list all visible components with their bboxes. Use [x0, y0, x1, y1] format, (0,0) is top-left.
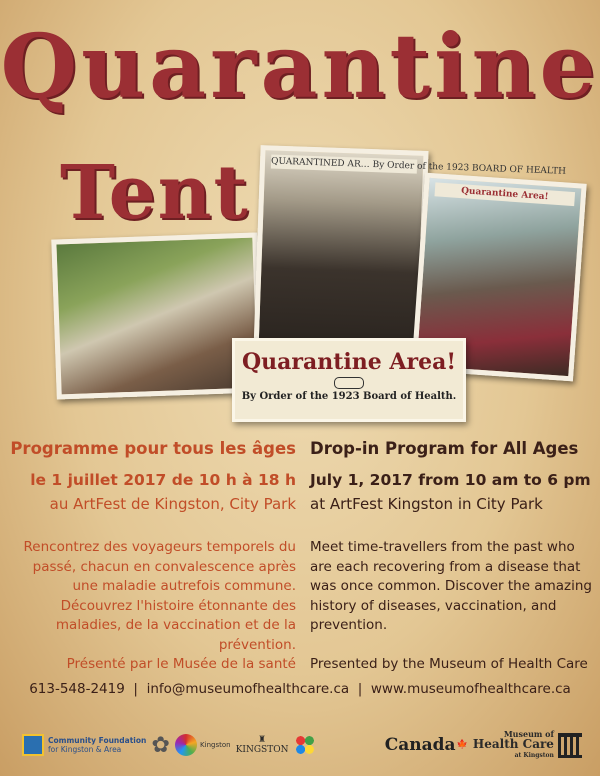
separator: |	[133, 681, 138, 697]
crest-icon: ♜	[258, 735, 267, 745]
separator: |	[357, 681, 363, 697]
city-of-kingston-logo	[236, 735, 289, 755]
tourism-logo	[294, 734, 380, 756]
english-presented-by: Presented by the Museum of Health Care	[310, 656, 588, 672]
french-column	[0, 438, 296, 672]
kingston-crest-text: KINGSTON	[235, 745, 289, 755]
photo-left-outdoor-crowd	[51, 232, 262, 399]
museum-line-2: Health Care	[472, 737, 554, 751]
flag-icon: 🍁	[456, 740, 468, 750]
english-description: Meet time-travellers from the past who are each recovering from a disease that was once common. Discover the amazing history of diseases, vaccination, and prevention.	[310, 539, 592, 633]
sign-subtitle: By Order of the 1923 Board of Health.	[241, 391, 457, 402]
canada-150-logo	[151, 733, 169, 758]
photo-center-banner-text: QUARANTINED AR… By Order of the 1923 BOARD OF HEALTH	[270, 156, 567, 177]
museum-building-icon	[558, 733, 582, 758]
sponsor-logos	[22, 722, 582, 768]
kingston-150-text: Kingston	[200, 741, 231, 749]
website-link[interactable]: www.museumofhealthcare.ca	[370, 681, 571, 697]
quarantine-area-sign	[232, 338, 466, 422]
french-heading: Programme pour tous les âges	[10, 439, 296, 458]
dots-icon	[294, 734, 316, 756]
community-foundation-name: Community Foundation	[48, 736, 147, 745]
poster-title-line-2: Tent	[60, 150, 250, 236]
photo-right-banner-text: Quarantine Area!	[434, 182, 575, 206]
contact-line	[0, 681, 600, 697]
french-description: Rencontrez des voyageurs temporels du passé, chacun en convalescence après une maladie autrefois commune. Découvrez l'histoire étonnante des maladies, de la vaccination et de la prévention.	[23, 539, 296, 653]
phone-number: 613-548-2419	[29, 681, 125, 697]
sign-title: Quarantine Area!	[242, 349, 456, 375]
french-date: le 1 juillet 2017 de 10 h à 18 h	[30, 471, 296, 489]
community-foundation-subname: for Kingston & Area	[48, 745, 122, 754]
poster-title-line-1: Quarantine	[0, 14, 600, 118]
email-link[interactable]: info@museumofhealthcare.ca	[146, 681, 350, 697]
english-date: July 1, 2017 from 10 am to 6 pm	[310, 471, 591, 489]
kingston-150-logo	[175, 734, 231, 756]
museum-line-3: at Kingston	[514, 752, 554, 759]
community-foundation-logo	[22, 734, 146, 756]
canada-wordmark	[385, 735, 468, 755]
english-column	[310, 438, 600, 672]
english-heading: Drop-in Program for All Ages	[310, 439, 579, 458]
seal-icon	[334, 377, 364, 389]
museum-of-health-care-logo	[473, 729, 582, 761]
english-venue: at ArtFest Kingston in City Park	[310, 495, 543, 513]
french-venue: au ArtFest de Kingston, City Park	[49, 495, 296, 513]
community-foundation-icon	[22, 734, 44, 756]
french-presented-by: Présenté par le Musée de la santé	[66, 656, 296, 672]
canada-text: Canada	[384, 735, 456, 755]
maple-leaf-icon: ✿	[151, 732, 170, 758]
museum-line-1: Museum of	[503, 729, 554, 739]
kingston-leaf-icon	[175, 734, 197, 756]
